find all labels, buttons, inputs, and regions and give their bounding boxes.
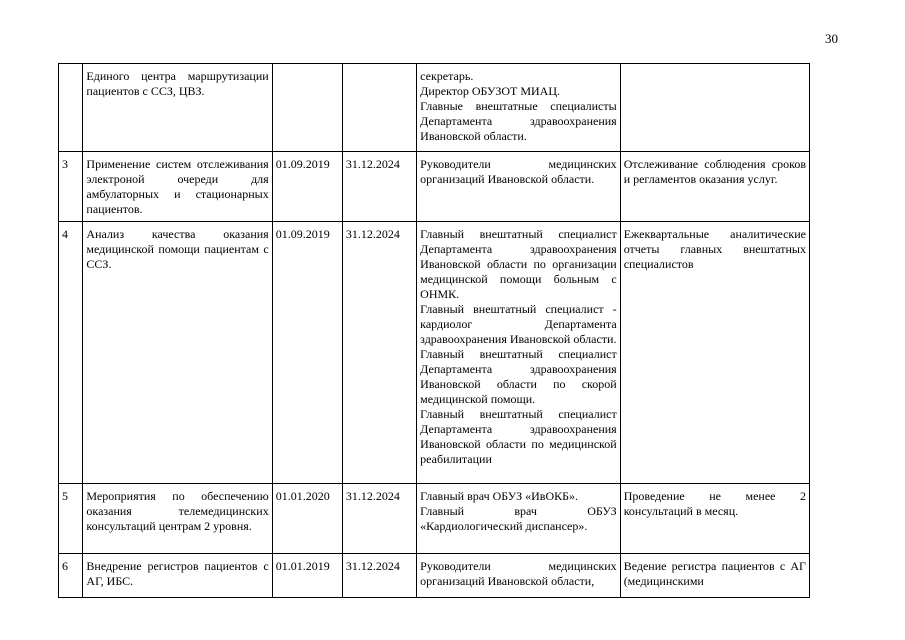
end-date-cell: 31.12.2024 bbox=[342, 152, 416, 222]
table-row bbox=[59, 554, 810, 598]
result-cell bbox=[620, 64, 809, 152]
activity-name-cell: Мероприятия по обеспечению оказания телемедицинских консультаций центрам 2 уровня. bbox=[83, 484, 272, 554]
responsible-line: Главный внештатный специалист Департамента здравоохранения Ивановской области по организации медицинской помощи больным с ОНМК. bbox=[420, 227, 617, 301]
row-number-cell: 6 bbox=[59, 554, 83, 598]
start-date-cell bbox=[272, 64, 342, 152]
responsible-cell bbox=[417, 484, 621, 554]
activity-name-cell: Применение систем отслеживания электроной очереди для амбулаторных и стационарных пациентов. bbox=[83, 152, 272, 222]
end-date-cell: 31.12.2024 bbox=[342, 484, 416, 554]
end-date-cell: 31.12.2024 bbox=[342, 222, 416, 484]
result-cell: Отслеживание соблюдения сроков и регламентов оказания услуг. bbox=[620, 152, 809, 222]
end-date-cell bbox=[342, 64, 416, 152]
start-date-cell: 01.01.2020 bbox=[272, 484, 342, 554]
end-date-cell: 31.12.2024 bbox=[342, 554, 416, 598]
activity-name-cell: Единого центра маршрутизации пациентов с ССЗ, ЦВЗ. bbox=[83, 64, 272, 152]
table-row bbox=[59, 152, 810, 222]
result-cell: Ежеквартальные аналитические отчеты главных внештатных специалистов bbox=[620, 222, 809, 484]
responsible-line: Руководители медицинских организаций Ивановской области, bbox=[420, 559, 617, 588]
start-date-cell: 01.09.2019 bbox=[272, 152, 342, 222]
page-number: 30 bbox=[825, 31, 838, 46]
result-cell: Проведение не менее 2 консультаций в месяц. bbox=[620, 484, 809, 554]
row-number-cell: 4 bbox=[59, 222, 83, 484]
responsible-line: Главный внештатный специалист Департамента здравоохранения Ивановской области по медицинской реабилитации bbox=[420, 407, 617, 466]
start-date-cell: 01.09.2019 bbox=[272, 222, 342, 484]
table-row bbox=[59, 222, 810, 484]
responsible-cell bbox=[417, 222, 621, 484]
responsible-line: Главный врач ОБУЗ «ИвОКБ». bbox=[420, 489, 579, 503]
table-row bbox=[59, 64, 810, 152]
table-row bbox=[59, 484, 810, 554]
activities-table bbox=[58, 63, 810, 598]
responsible-cell bbox=[417, 152, 621, 222]
row-number-cell: 5 bbox=[59, 484, 83, 554]
result-cell: Ведение регистра пациентов с АГ (медицинскими bbox=[620, 554, 809, 598]
start-date-cell: 01.01.2019 bbox=[272, 554, 342, 598]
activity-name-cell: Внедрение регистров пациентов с АГ, ИБС. bbox=[83, 554, 272, 598]
responsible-line: Главные внештатные специалисты Департамента здравоохранения Ивановской области. bbox=[420, 99, 617, 143]
activity-name-cell: Анализ качества оказания медицинской помощи пациентам с ССЗ. bbox=[83, 222, 272, 484]
row-number-cell: 3 bbox=[59, 152, 83, 222]
responsible-line: секретарь. bbox=[420, 69, 474, 83]
responsible-line: Главный врач ОБУЗ «Кардиологический диспансер». bbox=[420, 504, 617, 533]
row-number-cell bbox=[59, 64, 83, 152]
responsible-line: Руководители медицинских организаций Ивановской области. bbox=[420, 157, 617, 186]
responsible-cell bbox=[417, 64, 621, 152]
responsible-cell bbox=[417, 554, 621, 598]
responsible-line: Директор ОБУЗОТ МИАЦ. bbox=[420, 84, 561, 98]
responsible-line: Главный внештатный специалист Департамента здравоохранения Ивановской области по скорой медицинской помощи. bbox=[420, 347, 617, 406]
responsible-line: Главный внештатный специалист - кардиолог Департамента здравоохранения Ивановской области. bbox=[420, 302, 617, 346]
